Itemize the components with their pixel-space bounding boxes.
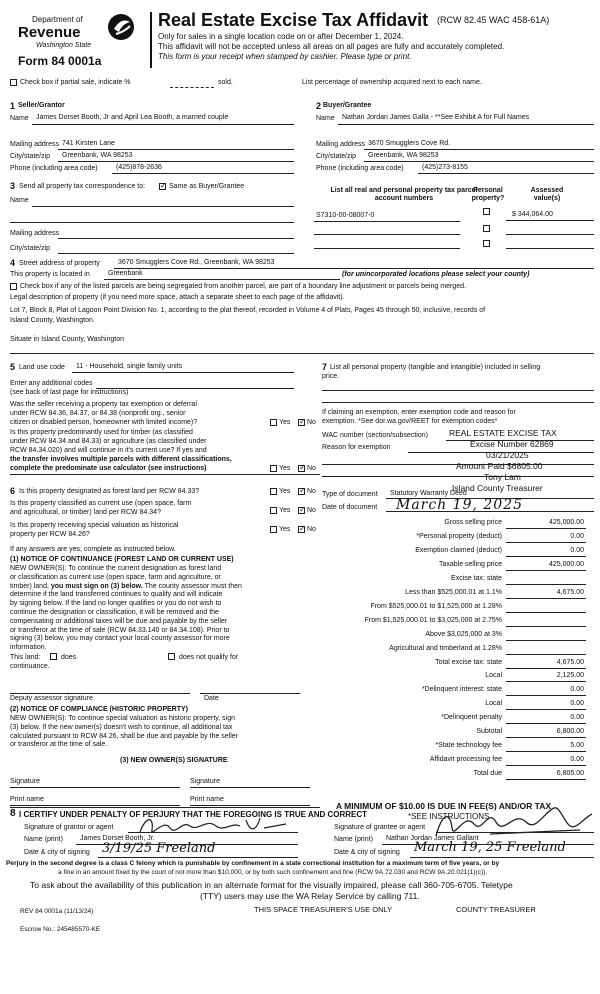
seller-name-label: Name [10, 115, 29, 122]
calc-value[interactable]: 0.00 [570, 686, 584, 694]
notice1-line: or classification as current use (open space, farm and agriculture, or [10, 573, 221, 581]
grantor-name-label: Name (print) [24, 836, 63, 843]
doc-date-field[interactable]: March 19, 2025 [396, 497, 524, 513]
calc-value[interactable]: 0.00 [570, 532, 584, 540]
q-exemption-yes-label: Yes [279, 419, 291, 426]
personal-col-header: Personal property? [471, 187, 505, 203]
situate-line[interactable]: Situate in Island County, Washington [10, 336, 125, 343]
notice1-line: determine if the land transferred continues to qualify and will indicate [10, 591, 223, 599]
calc-label: Exemption claimed (deduct) [415, 546, 502, 554]
wac-label: WAC number (section/subsection) [322, 432, 428, 439]
q-timber-5: complete the predominate use calculator (see instructions) [10, 465, 207, 472]
q-exemption-yes[interactable] [270, 419, 277, 426]
header-note-2: This affidavit will not be accepted unless all areas on all pages are fully and accurately completed. [158, 42, 505, 51]
exemption-label-1: If claiming an exemption, enter exemption code and reason for [322, 409, 516, 416]
perjury-line2: a fine in an amount fixed by the court of not more than $10,000, or by both such confinement and fine (RCW 9A.72.030 and RCW 9A.20.021(1)(c)). [58, 869, 488, 876]
calc-value[interactable]: 0.00 [570, 756, 584, 764]
corr-city-label: City/state/zip [10, 245, 51, 252]
buyer-phone-label: Phone (including area code) [316, 165, 404, 172]
land-does-not-label: does not qualify for [179, 654, 239, 661]
buyer-name-field[interactable]: Nathan Jordan James Galla - **See Exhibit A for Full Names [342, 114, 530, 121]
q-current-use-1: Is this property classified as current use (open space, farm [10, 500, 192, 507]
street-address-field[interactable]: 3670 Smugglers Cove Rd., Greenbank, WA 98253 [118, 259, 275, 266]
buyer-heading: Buyer/Grantee [323, 102, 372, 109]
additional-codes-label: Enter any additional codes [10, 380, 93, 387]
calc-label: Less than $525,000.01 at 1.1% [405, 588, 502, 596]
calc-label: Excise tax: state [451, 574, 502, 582]
q-current-use-no[interactable] [298, 507, 305, 514]
legal-description-line1[interactable]: Lot 7, Block 8, Plat of Lagoon Point Division No. 1, according to the plat thereof, recorded in Volume 4 of Plats, Pages 45 through 50, inclusive, records of [10, 307, 486, 314]
grantee-signature-label: Signature of grantee or agent [334, 824, 426, 831]
calc-label: *Delinquent interest: state [421, 686, 502, 694]
owner-print-label-2: Print name [190, 796, 224, 803]
county-treasurer-label: COUNTY TREASURER [456, 905, 536, 914]
calc-value[interactable]: 4,675.00 [556, 588, 584, 596]
grantor-date-label: Date & city of signing [24, 849, 90, 856]
calc-label: Taxable selling price [438, 560, 502, 568]
section-4-number: 4 [10, 258, 16, 268]
calc-label: Total due [473, 770, 502, 778]
land-does-checkbox[interactable] [50, 653, 57, 660]
notice1-line: by signing below. If the land no longer qualifies or you do not wish to [10, 600, 222, 608]
segregated-label: Check box if any of the listed parcels are being segregated from another parcel, are part of a boundary line adjustment or parcels being merged. [20, 283, 466, 290]
calc-value[interactable]: 0.00 [570, 700, 584, 708]
stamp-line6: Island County Treasurer [452, 483, 543, 493]
dept-line1: Department of [32, 15, 83, 24]
notice1-line: signing (3) below, you may contact your local county assessor for more [10, 635, 230, 643]
q-forest: Is this property designated as forest land per RCW 84.33? [19, 488, 200, 495]
perjury-line1: Perjury in the second degree is a class C felony which is punishable by confinement in a state correctional institution for a maximum term of five years, or by [6, 860, 500, 867]
stamp-line4: Amount Paid $6805.00 [456, 461, 543, 471]
notice1-line: timber) land, you must sign on (3) below. The county assessor must then [10, 582, 242, 590]
stamp-line5: Tony Lam [484, 472, 521, 482]
q-exemption-1: Was the seller receiving a property tax exemption or deferral [10, 401, 197, 408]
calc-label: Affidavit processing fee [429, 756, 502, 764]
q-timber-1: Is this property predominantly used for timber (as classified [10, 429, 193, 436]
calc-value[interactable]: 6,800.00 [556, 728, 584, 736]
calc-label: From $525,000.01 to $1,525,000 at 1.28% [370, 602, 502, 610]
q-current-use-no-label: No [307, 507, 316, 514]
rcw-reference: (RCW 82.45 WAC 458-61A) [437, 15, 550, 25]
calc-value[interactable]: 425,000.00 [548, 560, 584, 568]
section-2-number: 2 [316, 101, 322, 111]
q-exemption-3: citizen or disabled person, homeowner with limited income)? [10, 419, 198, 426]
calc-value[interactable]: 4,675.00 [556, 658, 584, 666]
grantee-name-field[interactable]: Nathan Jordan James Gallant [386, 835, 479, 842]
grantor-name-field[interactable]: James Dorset Booth, Jr. [80, 835, 155, 842]
notice2-line: NEW OWNER(S): To continue special valuation as historic property, sign [10, 715, 235, 722]
calc-label: Subtotal [476, 728, 502, 736]
dept-line2: Revenue [18, 24, 81, 41]
street-address-label: Street address of property [19, 260, 100, 267]
buyer-city-field[interactable]: Greenbank, WA 98253 [368, 152, 439, 159]
same-as-buyer-label: Same as Buyer/Grantee [169, 183, 245, 190]
calc-label: *Personal property (deduct) [416, 532, 502, 540]
notice1-line: compensating or additional taxes will be due and payable by the seller [10, 617, 228, 625]
seller-heading: Seller/Grantor [18, 102, 65, 109]
deputy-signature-label: Deputy assessor signature [10, 695, 93, 702]
buyer-phone-field[interactable]: (425)273-8155 [422, 164, 468, 171]
seller-city-field[interactable]: Greenbank, WA 98253 [62, 152, 133, 159]
seller-phone-field[interactable]: (425)878-2636 [116, 164, 162, 171]
q-forest-yes-label: Yes [279, 488, 291, 495]
personal-property-label-2: price. [322, 373, 340, 380]
located-label: This property is located in [10, 271, 90, 278]
notice1-line: or transferor at the time of sale (RCW 84.33.140 or 84.34.108). Prior to [10, 626, 230, 634]
doc-date-label: Date of document [322, 504, 378, 511]
seller-mail-label: Mailing address [10, 141, 60, 148]
segregated-checkbox[interactable] [10, 283, 17, 290]
q-forest-no-label: No [307, 488, 316, 495]
seller-phone-label: Phone (including area code) [10, 165, 98, 172]
buyer-name-label: Name [316, 115, 335, 122]
q-timber-2: under RCW 84.34 and 84.33) or agriculture (as classified under [10, 438, 207, 445]
buyer-mail-field[interactable]: 3670 Smugglers Cove Rd. [368, 140, 451, 147]
certify-statement: I CERTIFY UNDER PENALTY OF PERJURY THAT THE FOREGOING IS TRUE AND CORRECT [19, 810, 368, 819]
legal-description-label: Legal description of property (if you need more space, attach a separate sheet to each page of the affidavit). [10, 294, 345, 301]
q-current-use-yes[interactable] [270, 507, 277, 514]
calc-label: *Delinquent penalty [441, 714, 502, 722]
grantor-signature-label: Signature of grantor or agent [24, 824, 114, 831]
q-exemption-no[interactable] [298, 419, 305, 426]
minimum-fee-note: A MINIMUM OF $10.00 IS DUE IN FEE(S) AND/OR TAX [336, 801, 552, 811]
form-number: Form 84 0001a [18, 54, 102, 68]
partial-sale-checkbox[interactable] [10, 79, 17, 86]
assessed-col-header: Assessed value(s) [530, 187, 564, 203]
calc-label: Agricultural and timberland at 1.28% [389, 644, 502, 652]
section-3-number: 3 [10, 181, 16, 191]
notice1-title: (1) NOTICE OF CONTINUANCE (FOREST LAND OR CURRENT USE) [10, 556, 234, 563]
q-forest-yes[interactable] [270, 488, 277, 495]
notice1-line: NEW OWNER(S): To continue the current designation as forest land [10, 565, 222, 572]
stamp-line2: Excise Number 62869 [470, 439, 554, 449]
section-5-number: 5 [10, 362, 16, 372]
q-timber-yes-label: Yes [279, 465, 291, 472]
seller-name-field[interactable]: James Dorset Booth, Jr and April Lea Booth, a married couple [36, 114, 229, 121]
grantee-date-label: Date & city of signing [334, 849, 400, 856]
q-timber-3: RCW 84.34.020) and will continue in it's current use? If yes and [10, 447, 207, 454]
q-current-use-2: and agricultural, or timber) land per RCW 84.34? [10, 509, 161, 516]
see-instructions: *SEE INSTRUCTIONS [408, 812, 490, 821]
calc-value[interactable]: 2,125.00 [556, 672, 584, 680]
form-title: Real Estate Excise Tax Affidavit [158, 10, 429, 30]
land-does-not-checkbox[interactable] [168, 653, 175, 660]
land-use-label: Land use code [19, 364, 65, 371]
seller-city-label: City/state/zip [10, 153, 51, 160]
notice1-line: information. [10, 644, 47, 652]
q-historic-yes-label: Yes [279, 526, 291, 533]
q-historic-1: Is this property receiving special valuation as historical [10, 522, 179, 529]
notice2-line: calculated pursuant to RCW 84.26, shall be due and payable by the seller [10, 732, 239, 740]
partial-sale-sold: sold. [218, 79, 233, 86]
escrow-number: Escrow No.: 245485570-KE [20, 926, 101, 933]
rev-number: REV 84 0001a (11/13/24) [20, 908, 94, 915]
q-exemption-no-label: No [307, 419, 316, 426]
q-exemption-2: under RCW 84.36, 84.37, or 84.38 (nonprofit org., senior [10, 410, 186, 417]
owner-sig-label-2: Signature [190, 778, 220, 785]
corr-mail-label: Mailing address [10, 230, 60, 237]
q-historic-no-label: No [307, 526, 316, 533]
corr-name-label: Name [10, 197, 29, 204]
seller-mail-field[interactable]: 741 Kirsten Lane [62, 140, 115, 147]
calc-value[interactable]: 0.00 [570, 546, 584, 554]
calc-value[interactable]: 6,805.00 [556, 770, 584, 778]
calc-label: From $1,525,000.01 to $3,025,000 at 2.75% [364, 616, 502, 624]
exemption-label-2: exemption. *See dor.wa.gov/REET for exemption codes* [322, 418, 498, 425]
q-timber-4: the transfer involves multiple parcels with different classifications, [10, 456, 232, 463]
notice2-title: (2) NOTICE OF COMPLIANCE (HISTORIC PROPERTY) [10, 706, 188, 713]
doc-type-field[interactable]: Statutory Warranty Deed [390, 490, 467, 497]
header-note-1: Only for sales in a single location code on or after December 1, 2024. [158, 32, 404, 41]
section-1-number: 1 [10, 101, 16, 111]
calc-label: Total excise tax: state [435, 658, 502, 666]
q-timber-yes[interactable] [270, 465, 277, 472]
personal-checkbox-3[interactable] [483, 240, 490, 247]
calc-value[interactable]: 5.00 [570, 742, 584, 750]
parcel-col-header: List all real and personal property tax parcel account numbers [330, 187, 478, 203]
calc-label: Local [485, 672, 502, 680]
section-6-number: 6 [10, 486, 16, 496]
section-7-number: 7 [322, 362, 328, 372]
notice1-line: continue the designation or classification, it will be removed and the [10, 609, 219, 616]
notice3-title: (3) NEW OWNER(S) SIGNATURE [120, 757, 228, 764]
personal-checkbox-1[interactable] [483, 208, 490, 215]
same-as-buyer-checkbox[interactable] [159, 183, 166, 190]
parcel-number-1[interactable]: S7310-00-08007-0 [316, 212, 375, 219]
dept-line3: Washington State [36, 42, 92, 49]
additional-codes-note: (see back of last page for instructions) [10, 389, 129, 396]
personal-property-label-1: List all personal property (tangible and intangible) included in selling [330, 364, 541, 371]
continuance-label: continuance. [10, 663, 50, 670]
partial-sale-label: Check box if partial sale, indicate % [20, 79, 131, 86]
owner-sig-label-1: Signature [10, 778, 40, 785]
grantee-date-field[interactable]: March 19, 25 Freeland [414, 840, 566, 855]
section-8-number: 8 [10, 808, 16, 819]
buyer-mail-label: Mailing address [316, 141, 366, 148]
calc-label: *State technology fee [435, 742, 502, 750]
grantee-name-label: Name (print) [334, 836, 373, 843]
q-historic-2: property per RCW 84.26? [10, 531, 90, 538]
accessibility-line1: To ask about the availability of this publication in an alternate format for the visually impaired, please call 360-705-6705. Teletype [30, 880, 513, 890]
doc-type-label: Type of document [322, 491, 378, 498]
q-forest-no[interactable] [298, 488, 305, 495]
q-current-use-yes-label: Yes [279, 507, 291, 514]
if-yes-note: If any answers are yes, complete as instructed below. [10, 546, 176, 553]
personal-checkbox-2[interactable] [483, 225, 490, 232]
grantor-date-field[interactable]: 3/19/25 Freeland [102, 841, 216, 856]
land-does-label: does [61, 654, 77, 661]
stamp-line3: 03/21/2025 [486, 450, 529, 460]
notice2-line: (3) below. If the new owner(s) doesn't wish to continue, all additional tax [10, 723, 233, 731]
assessed-value-1[interactable]: $ 344,064.00 [512, 211, 553, 218]
calc-label: Local [485, 700, 502, 708]
treasurer-only-label: THIS SPACE TREASURER'S USE ONLY [254, 905, 393, 914]
located-note: (for unincorporated locations please select your county) [342, 271, 530, 278]
this-land-label: This land: [10, 654, 41, 661]
q-timber-no[interactable] [298, 465, 305, 472]
deputy-date-label: Date [204, 695, 219, 702]
q-historic-yes[interactable] [270, 526, 277, 533]
notice2-line: or transferor at the time of sale. [10, 741, 108, 749]
q-historic-no[interactable] [298, 526, 305, 533]
owner-print-label-1: Print name [10, 796, 44, 803]
calc-value[interactable]: 425,000.00 [548, 519, 584, 526]
calc-label: Above $3,025,000 at 3% [425, 630, 502, 638]
land-use-field[interactable]: 11 - Household, single family units [76, 363, 183, 370]
calc-label: Gross selling price [444, 519, 502, 526]
correspondence-label: Send all property tax correspondence to: [19, 183, 146, 190]
buyer-city-label: City/state/zip [316, 153, 357, 160]
calc-value[interactable]: 0.00 [570, 714, 584, 722]
dor-logo-icon [106, 12, 136, 42]
q-timber-no-label: No [307, 465, 316, 472]
accessibility-line2: (TTY) users may use the WA Relay Service by calling 711. [200, 891, 420, 901]
ownership-note: List percentage of ownership acquired next to each name. [302, 79, 482, 86]
reason-label: Reason for exemption [322, 444, 391, 451]
located-field[interactable]: Greenbank [108, 270, 143, 277]
header-note-3: This form is your receipt when stamped by cashier. Please type or print. [158, 52, 412, 61]
grantor-signature-icon[interactable] [136, 812, 296, 838]
stamp-line1: REAL ESTATE EXCISE TAX [449, 428, 557, 438]
legal-description-line2[interactable]: Island County, Washington. [10, 317, 95, 324]
